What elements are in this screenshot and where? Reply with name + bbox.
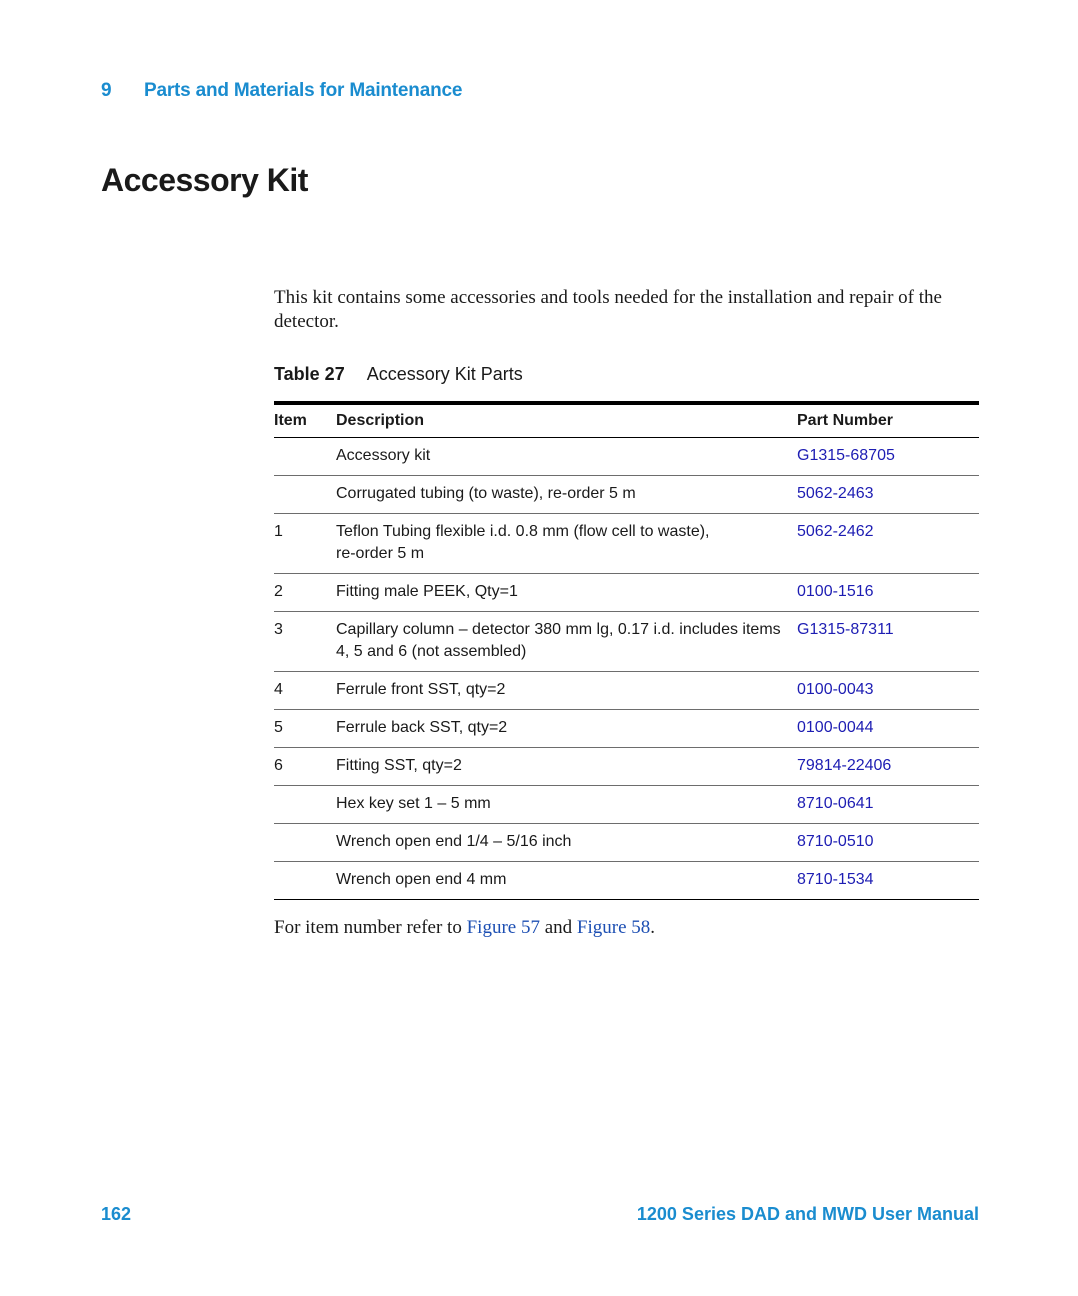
chapter-number: 9 — [101, 80, 112, 101]
outro-prefix: For item number refer to — [274, 917, 467, 938]
part-number-link[interactable]: G1315-68705 — [797, 447, 895, 464]
item-cell — [274, 824, 336, 862]
table-row — [274, 710, 979, 748]
part-number-link[interactable]: 0100-0044 — [797, 719, 874, 736]
table-row — [274, 786, 979, 824]
description-line: Capillary column – detector 380 mm lg, 0.17 i.d. includes items — [336, 621, 781, 638]
item-cell — [274, 786, 336, 824]
part-number-link[interactable]: 5062-2463 — [797, 485, 874, 502]
chapter-header — [101, 80, 462, 102]
description-cell: Accessory kit — [336, 447, 431, 464]
figure-57-link[interactable]: Figure 57 — [466, 917, 540, 938]
column-header-description: Description — [336, 412, 425, 429]
outro-middle: and — [539, 917, 577, 938]
description-cell: Ferrule front SST, qty=2 — [336, 681, 506, 698]
table-row — [274, 862, 979, 900]
book-title: 1200 Series DAD and MWD User Manual — [636, 1204, 979, 1224]
column-header-item: Item — [274, 412, 307, 429]
description-cell: Hex key set 1 – 5 mm — [336, 795, 491, 812]
item-cell — [274, 862, 336, 900]
description-cell: Corrugated tubing (to waste), re-order 5 m — [336, 485, 636, 502]
table-row — [274, 612, 979, 672]
description-cell — [336, 612, 797, 672]
table-caption-number: Table 27 — [274, 364, 345, 384]
part-number-link[interactable]: 8710-0641 — [797, 795, 874, 812]
description-cell: Fitting male PEEK, Qty=1 — [336, 583, 518, 600]
item-cell: 4 — [274, 681, 283, 698]
part-number-link[interactable]: 8710-1534 — [797, 871, 874, 888]
part-number-link[interactable]: G1315-87311 — [797, 621, 894, 638]
part-number-link[interactable]: 0100-0043 — [797, 681, 874, 698]
table-row — [274, 574, 979, 612]
description-line: re-order 5 m — [336, 545, 425, 562]
item-cell — [274, 438, 336, 476]
parts-table — [274, 401, 979, 900]
figure-reference-paragraph — [274, 917, 655, 939]
page-number: 162 — [101, 1204, 132, 1224]
table-row — [274, 514, 979, 574]
description-line: Teflon Tubing flexible i.d. 0.8 mm (flow cell to waste), — [336, 523, 710, 540]
item-cell: 6 — [274, 757, 283, 774]
column-header-part-number: Part Number — [797, 412, 894, 429]
item-cell: 1 — [274, 523, 283, 540]
table-caption-title: Accessory Kit Parts — [366, 364, 523, 384]
part-number-link[interactable]: 5062-2462 — [797, 523, 874, 540]
table-caption — [274, 364, 523, 385]
table-row — [274, 824, 979, 862]
table-row — [274, 672, 979, 710]
intro-paragraph: This kit contains some accessories and tools needed for the installation and repair of the detector. — [274, 287, 942, 332]
item-cell: 5 — [274, 719, 283, 736]
table-row — [274, 476, 979, 514]
part-number-link[interactable]: 0100-1516 — [797, 583, 874, 600]
item-cell: 3 — [274, 621, 283, 638]
description-cell: Wrench open end 4 mm — [336, 871, 507, 888]
table-row — [274, 748, 979, 786]
description-cell — [336, 514, 797, 574]
description-cell: Wrench open end 1/4 – 5/16 inch — [336, 833, 572, 850]
part-number-link[interactable]: 8710-0510 — [797, 833, 874, 850]
item-cell: 2 — [274, 583, 283, 600]
table-row — [274, 438, 979, 476]
chapter-title: Parts and Materials for Maintenance — [144, 80, 463, 101]
description-cell: Fitting SST, qty=2 — [336, 757, 462, 774]
figure-58-link[interactable]: Figure 58 — [576, 917, 651, 938]
item-cell — [274, 476, 336, 514]
table-header-row — [274, 403, 979, 438]
part-number-link[interactable]: 79814-22406 — [797, 757, 892, 774]
outro-suffix: . — [650, 917, 655, 938]
description-cell: Ferrule back SST, qty=2 — [336, 719, 508, 736]
description-line: 4, 5 and 6 (not assembled) — [336, 643, 527, 660]
page-title: Accessory Kit — [101, 162, 308, 198]
